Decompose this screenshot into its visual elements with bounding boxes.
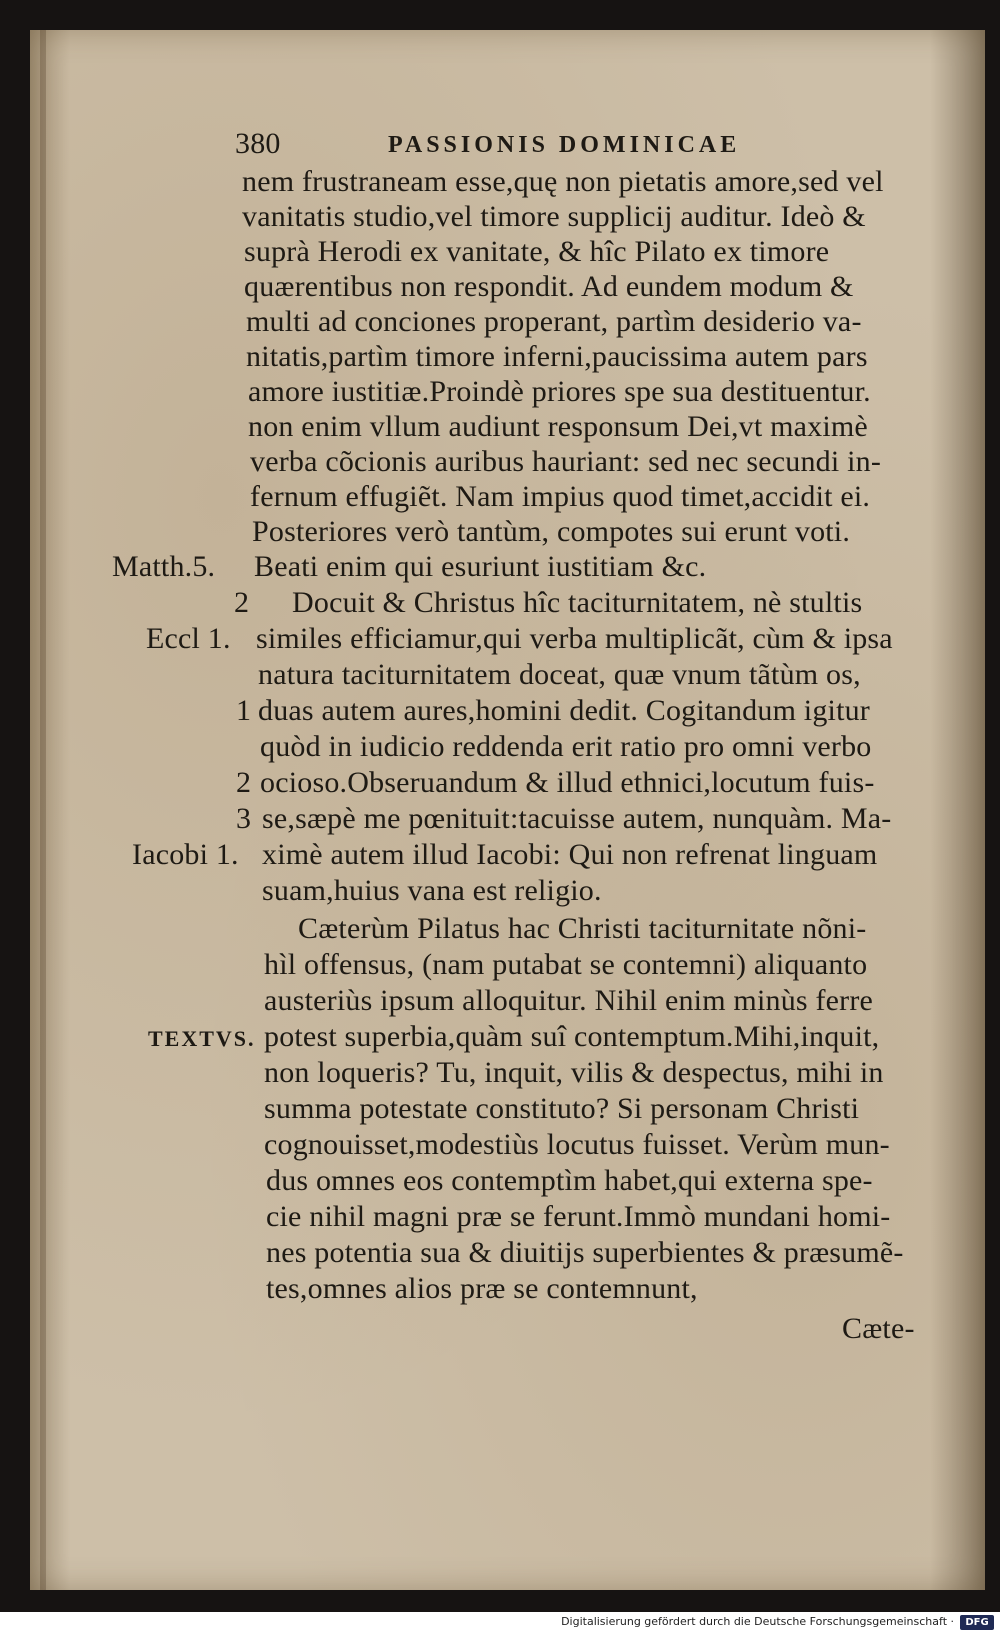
text-line: amore iustitiæ.Proindè priores spe sua destituentur.	[248, 375, 871, 408]
margin-note-textus: TEXTVS.	[148, 1026, 256, 1051]
margin-note-number: 3	[236, 802, 252, 835]
text-line: Cæterùm Pilatus hac Christi taciturnitate nõni-	[298, 912, 867, 945]
text-line: Beati enim qui esuriunt iustitiam &c.	[254, 550, 707, 583]
funding-notice: Digitalisierung gefördert durch die Deutsche Forschungsgemeinschaft ·	[561, 1615, 954, 1628]
page-text-block	[30, 30, 985, 1590]
text-line: non enim vllum audiunt responsum Dei,vt maximè	[248, 410, 868, 443]
text-line: verba cõcionis auribus hauriant: sed nec secundi in-	[250, 445, 882, 478]
text-line: suam,huius vana est religio.	[262, 874, 602, 907]
footer-bar	[0, 1612, 1000, 1634]
text-line: ocioso.Obseruandum & illud ethnici,locutum fuis-	[260, 766, 875, 799]
text-line: nem frustraneam esse,quę non pietatis amore,sed vel	[242, 165, 884, 198]
text-line: hìl offensus, (nam putabat se contemni) aliquanto	[264, 948, 868, 981]
page-number: 380	[235, 127, 281, 160]
text-line: Docuit & Christus hîc taciturnitatem, nè stultis	[292, 586, 863, 619]
catchword: Cæte-	[842, 1312, 915, 1345]
dfg-logo: DFG	[960, 1615, 994, 1630]
text-line: vanitatis studio,vel timore supplicij auditur. Ideò &	[242, 200, 866, 233]
text-line: summa potestate constituto? Si personam Christi	[264, 1092, 860, 1125]
text-line: nes potentia sua & diuitijs superbientes & præsumẽ-	[266, 1236, 904, 1269]
margin-note-number: 2	[236, 766, 252, 799]
text-line: cognouisset,modestiùs locutus fuisset. Verùm mun-	[264, 1128, 890, 1161]
text-line: ximè autem illud Iacobi: Qui non refrenat linguam	[262, 838, 878, 871]
text-line: potest superbia,quàm suî contemptum.Mihi,inquit,	[264, 1020, 880, 1053]
text-line: nitatis,partìm timore inferni,paucissima autem pars	[246, 340, 868, 373]
text-line: natura taciturnitatem doceat, quæ vnum tãtùm os,	[258, 658, 861, 691]
text-line: se,sæpè me pœnituit:tacuisse autem, nunquàm. Ma-	[262, 802, 892, 835]
margin-note-james: Iacobi 1.	[132, 838, 239, 871]
text-line: tes,omnes alios præ se contemnunt,	[266, 1272, 698, 1305]
text-line: quærentibus non respondit. Ad eundem modum &	[244, 270, 854, 303]
running-head: PASSIONIS DOMINICAE	[388, 132, 741, 158]
text-line: non loqueris? Tu, inquit, vilis & despectus, mihi in	[264, 1056, 884, 1089]
book-page	[30, 30, 985, 1590]
text-line: quòd in iudicio reddenda erit ratio pro omni verbo	[260, 730, 872, 763]
margin-note-number: 2	[234, 586, 250, 619]
text-line: austeriùs ipsum alloquitur. Nihil enim minùs ferre	[264, 984, 874, 1017]
text-line: dus omnes eos contemptìm habet,qui externa spe-	[266, 1164, 873, 1197]
text-line: fernum effugiẽt. Nam impius quod timet,accidit ei.	[250, 480, 871, 513]
text-line: duas autem aures,homini dedit. Cogitandum igitur	[258, 694, 871, 727]
margin-note-number: 1	[236, 694, 252, 727]
margin-note-ecclesiastes: Eccl 1.	[146, 622, 231, 655]
text-line: multi ad conciones properant, partìm desiderio va-	[246, 305, 862, 338]
text-line: cie nihil magni præ se ferunt.Immò mundani homi-	[266, 1200, 891, 1233]
margin-note-matthew: Matth.5.	[112, 550, 216, 583]
text-line: suprà Herodi ex vanitate, & hîc Pilato ex timore	[244, 235, 830, 268]
text-line: similes efficiamur,qui verba multiplicãt, cùm & ipsa	[256, 622, 893, 655]
text-line: Posteriores verò tantùm, compotes sui erunt voti.	[252, 515, 851, 548]
